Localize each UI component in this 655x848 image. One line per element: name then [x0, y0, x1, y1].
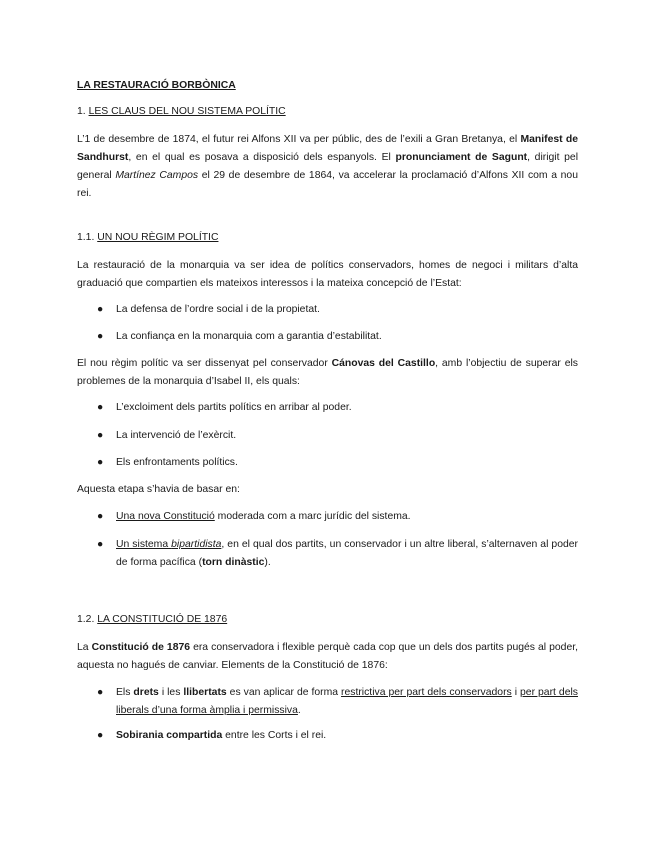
text-run: el 29 de desembre de 1864, va accelerar la proclamació d’Alfons XII com a nou rei. [77, 170, 578, 199]
section-1-1-number: 1.1. [77, 232, 98, 243]
list-item-text [116, 684, 578, 720]
list-item [97, 427, 578, 445]
nova-constitucio: Una nova Constitució [116, 511, 215, 522]
bullet-icon: ● [97, 457, 104, 468]
text-run: era conservadora i flexible perquè cada cop que un dels dos partits pugés al poder, aquesta no hagués de canviar. Elements de la Constitució de 1876: [77, 642, 579, 671]
restrictiva-conservadors: restrictiva per part dels conservadors [341, 687, 512, 698]
section-1-1-paragraph-2 [77, 355, 578, 391]
bullet-icon: ● [97, 304, 104, 315]
bullet-icon: ● [97, 402, 104, 413]
list-item-text: La intervenció de l’exèrcit. [116, 430, 237, 441]
bullet-icon: ● [97, 539, 104, 550]
canovas-del-castillo: Cánovas del Castillo [331, 358, 436, 369]
list-item-text: Els enfrontaments polítics. [116, 457, 238, 468]
torn-dinastic: torn dinàstic [202, 557, 265, 568]
text-run: ). [264, 557, 271, 568]
list-item-text [116, 727, 578, 745]
text-run: El nou règim polític va ser dissenyat pel conservador [77, 358, 332, 369]
list-item-text: L’excloiment dels partits polítics en arribar al poder. [116, 402, 352, 413]
list-item-text: La defensa de l’ordre social i de la propietat. [116, 304, 320, 315]
bullet-icon: ● [97, 730, 104, 741]
drets: drets [133, 687, 159, 698]
text-run: L’1 de desembre de 1874, el futur rei Alfons XII va per públic, des de l’exili a Gran Bretanya, el [77, 134, 521, 145]
list-item [97, 536, 578, 572]
list-item [97, 684, 578, 720]
section-1-title: LES CLAUS DEL NOU SISTEMA POLÍTIC [88, 106, 286, 117]
list-item [97, 508, 578, 526]
manifest-sandhurst: Manifest de Sandhurst [77, 134, 578, 163]
text-run: moderada com a marc jurídic del sistema. [214, 511, 411, 522]
pronunciament-sagunt: pronunciament de Sagunt [395, 152, 528, 163]
document-title: LA RESTAURACIÓ BORBÒNICA [77, 80, 236, 91]
llibertats: llibertats [183, 687, 227, 698]
text-run: i les [158, 687, 184, 698]
section-1-2-number: 1.2. [77, 614, 98, 625]
text-run: , en el qual es posava a disposició dels espanyols. El [128, 152, 396, 163]
sobirania-compartida: Sobirania compartida [116, 730, 223, 741]
text-run: Els [116, 687, 134, 698]
text-run: , en el qual dos partits, un conservador i un altre liberal, s’alternaven al poder de forma pacífica ( [116, 539, 578, 568]
list-item [97, 727, 578, 745]
bullet-icon: ● [97, 430, 104, 441]
section-1-number: 1. [77, 106, 89, 117]
martinez-campos: Martínez Campos [115, 170, 199, 181]
list-item [97, 399, 578, 417]
amplia-liberals: per part dels liberals d’una forma àmplia i permissiva [116, 687, 578, 716]
constitucio-1876: Constitució de 1876 [91, 642, 191, 653]
section-1-paragraph [77, 131, 578, 203]
text-run: entre les Corts i el rei. [222, 730, 327, 741]
bipartidista: bipartidista [171, 539, 222, 550]
list-item-text: La confiança en la monarquia com a garantia d’estabilitat. [116, 331, 382, 342]
section-1-heading [77, 103, 578, 121]
section-1-2-paragraph [77, 639, 578, 675]
list-item-text [116, 536, 578, 572]
bullet-icon: ● [97, 331, 104, 342]
bullet-icon: ● [97, 687, 104, 698]
section-1-1-paragraph-3: Aquesta etapa s’havia de basar en: [77, 484, 240, 495]
text-run: es van aplicar de forma [226, 687, 342, 698]
section-1-1-heading [77, 229, 578, 247]
section-1-2-heading [77, 611, 578, 629]
section-1-1-title: UN NOU RÈGIM POLÍTIC [97, 232, 219, 243]
text-run: . [297, 705, 301, 716]
list-item [97, 454, 578, 472]
section-1-1-paragraph-1: La restauració de la monarquia va ser idea de polítics conservadors, homes de negoci i militars d’alta graduació que compartien els mateixos interessos i la mateixa concepció de l’Estat: [77, 260, 578, 289]
list-item [97, 301, 578, 319]
list-item [97, 328, 578, 346]
sistema-bipartidista: Un sistema [116, 539, 172, 550]
text-run: , dirigit pel general [77, 152, 579, 181]
text-run: , amb l’objectiu de superar els problemes de la monarquia d’Isabel II, els quals: [77, 358, 578, 387]
text-run: i [511, 687, 521, 698]
bullet-icon: ● [97, 511, 104, 522]
text-run: La [77, 642, 92, 653]
list-item-text [116, 508, 578, 526]
section-1-2-title: LA CONSTITUCIÓ DE 1876 [97, 614, 228, 625]
